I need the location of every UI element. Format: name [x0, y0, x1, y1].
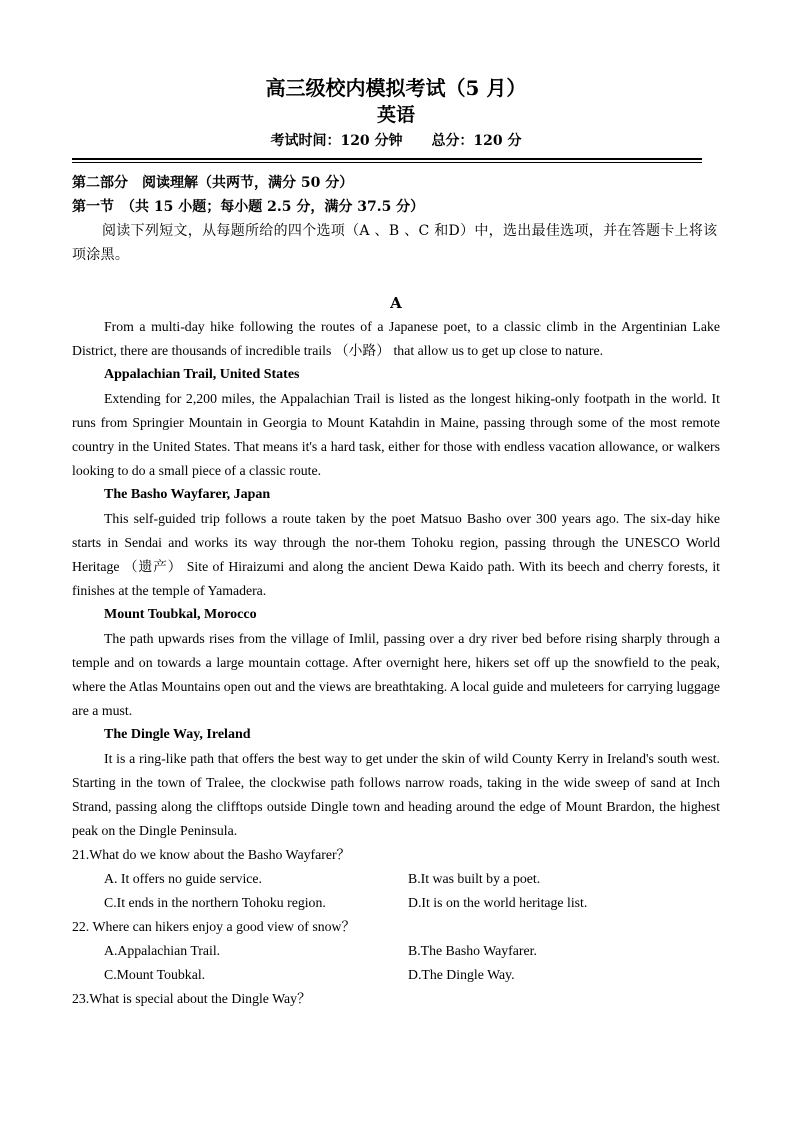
question-21-options-row2	[72, 891, 720, 915]
option-a: A.Appalachian Trail.	[104, 943, 221, 958]
trail-heading-dingle: The Dingle Way, Ireland	[104, 727, 251, 742]
exam-page	[72, 74, 720, 1011]
question-22: 22. Where can hikers enjoy a good view of snow？	[72, 919, 356, 934]
subsection-heading: 第一节 （共 15 小题；每小题 2.5 分，满分 37.5 分）	[72, 199, 425, 215]
option-a: A. It offers no guide service.	[104, 871, 262, 886]
trail-text-toubkal: The path upwards rises from the village of Imlil, passing over a dry river bed before rising sharply through a temple and on towards a large mountain cottage. After overnight here, hikers set off up the snowfield to the peak, where the Atlas Mountains open out and the views are breathtaking. A local guide and muleteers for carrying luggage are a must.	[72, 631, 720, 718]
trail-text-appalachian: Extending for 2,200 miles, the Appalachian Trail is listed as the longest hiking-only footpath in the world. It runs from Springier Mountain in Georgia to Mount Katahdin in Maine, passing through some of the most remote country in the United States. That means it's a hard task, either for those with endless vacation allowance, or walkers looking to do a small piece of a classic route.	[72, 391, 720, 478]
section-heading: 第二部分 阅读理解（共两节，满分 50 分）	[72, 175, 354, 191]
instructions: 阅读下列短文，从每题所给的四个选项（A 、B 、C 和D）中，选出最佳选项，并在答题卡上将该项涂黑。	[72, 223, 718, 263]
exam-time: 考试时间：120 分钟	[270, 133, 403, 149]
passage-label: A	[390, 294, 402, 312]
question-21: 21.What do we know about the Basho Wayfarer？	[72, 847, 351, 862]
question-21-options-row1	[72, 867, 720, 891]
option-c: C.It ends in the northern Tohoku region.	[104, 895, 326, 910]
question-22-options-row2	[72, 963, 720, 987]
trail-heading-basho: The Basho Wayfarer, Japan	[104, 487, 271, 502]
exam-score: 总分：120 分	[431, 133, 522, 149]
option-d: D.It is on the world heritage list.	[408, 895, 588, 910]
trail-text-dingle: It is a ring-like path that offers the best way to get under the skin of wild County Kerry in Ireland's south west. Starting in the town of Tralee, the clockwise path follows narrow roads, taking in the wide sweep of sand at Inch Strand, passing along the clifftops outside Dingle town and heading around the edge of Mount Brardon, the highest peak on the Dingle Peninsula.	[72, 751, 720, 838]
exam-meta	[72, 130, 720, 152]
subject-title: 英语	[376, 104, 415, 126]
header-divider	[72, 158, 702, 163]
option-c: C.Mount Toubkal.	[104, 967, 206, 982]
trail-heading-appalachian: Appalachian Trail, United States	[104, 367, 300, 382]
option-b: B.It was built by a poet.	[408, 871, 541, 886]
trail-text-basho: This self-guided trip follows a route taken by the poet Matsuo Basho over 300 years ago. The six-day hike starts in Sendai and works its way through the nor-them Tohoku region, passing through the UNESCO World Heritage （遗产） Site of Hiraizumi and along the ancient Dewa Kaido path. With its beech and cherry forests, it finishes at the temple of Yamadera.	[72, 511, 720, 598]
exam-title: 高三级校内模拟考试（5 月）	[265, 76, 527, 100]
question-22-options-row1	[72, 939, 720, 963]
question-23: 23.What is special about the Dingle Way？	[72, 991, 311, 1006]
option-b: B.The Basho Wayfarer.	[408, 943, 537, 958]
trail-heading-toubkal: Mount Toubkal, Morocco	[104, 607, 257, 622]
passage-intro: From a multi-day hike following the routes of a Japanese poet, to a classic climb in the Argentinian Lake District, there are thousands of incredible trails （小路） that allow us to get up close to nature.	[72, 319, 720, 358]
option-d: D.The Dingle Way.	[408, 967, 515, 982]
